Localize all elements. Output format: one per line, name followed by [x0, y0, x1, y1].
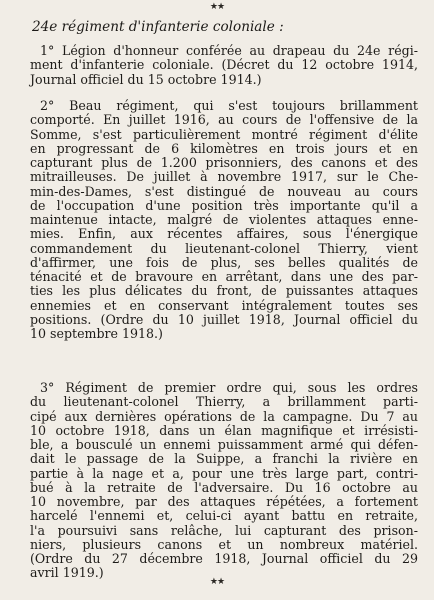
- citation-paragraph-2: [30, 99, 418, 341]
- paragraph-line: comporté. En juillet 1916, au cours de l'offensive de la: [30, 112, 418, 128]
- paragraph-line: partie à la nage et a, pour une très large part, contri-: [30, 465, 418, 481]
- regiment-heading: 24e régiment d'infanterie coloniale :: [32, 19, 284, 35]
- paragraph-line: 10 octobre 1918, dans un élan magnifique et irrésisti-: [30, 422, 418, 438]
- paragraph-line: 10 septembre 1918.): [30, 326, 163, 341]
- paragraph-line: avril 1919.): [30, 565, 104, 581]
- paragraph-line: 2° Beau régiment, qui s'est toujours brillamment: [40, 98, 418, 113]
- paragraph-line: 1° Légion d'honneur conférée au drapeau du 24e régi-: [40, 43, 418, 58]
- paragraph-line: ble, a bousculé un ennemi puissamment armé qui défen-: [30, 437, 418, 452]
- paragraph-line: niers, plusieurs canons et un nombreux matériel.: [30, 536, 418, 552]
- paragraph-line: d'affirmer, une fois de plus, ses belles qualités de: [30, 254, 418, 270]
- bottom-star-ornament: ★★: [209, 577, 225, 587]
- paragraph-line: ties les plus délicates du front, de puissantes attaques: [30, 283, 418, 299]
- paragraph-line: commandement du lieutenant-colonel Thierry, vient: [30, 240, 418, 256]
- paragraph-line: ennemies et en conservant intégralement toutes ses: [30, 297, 418, 313]
- paragraph-line: bué à la retraite de l'adversaire. Du 16 octobre au: [30, 479, 418, 495]
- paragraph-line: harcelé l'ennemi et, celui-ci ayant battu en retraite,: [30, 508, 418, 524]
- paragraph-line: mitrailleuses. De juillet à novembre 1917, sur le Che-: [30, 169, 418, 185]
- citation-paragraph-1: [30, 44, 418, 87]
- paragraph-line: positions. (Ordre du 10 juillet 1918, Journal officiel du: [30, 311, 418, 327]
- paragraph-line: capturant plus de 1.200 prisonniers, des canons et des: [30, 155, 418, 170]
- top-star-ornament: ★★: [209, 2, 225, 12]
- paragraph-line: min-des-Dames, s'est distingué de nouveau au cours: [30, 183, 418, 199]
- paragraph-line: Journal officiel du 15 octobre 1914.): [30, 71, 262, 87]
- paragraph-line: (Ordre du 27 décembre 1918, Journal officiel du 29: [30, 551, 418, 566]
- paragraph-line: maintenue intacte, malgré de violentes attaques enne-: [30, 212, 418, 227]
- paragraph-line: 10 novembre, par des attaques répétées, a fortement: [30, 494, 418, 509]
- paragraph-line: ment d'infanterie coloniale. (Décret du 12 octobre 1914,: [30, 57, 418, 73]
- paragraph-line: de l'occupation d'une position très importante qu'il a: [30, 197, 418, 213]
- citation-paragraph-3: [30, 381, 418, 581]
- paragraph-line: en progressant de 6 kilomètres en trois jours et en: [30, 140, 418, 156]
- paragraph-line: du lieutenant-colonel Thierry, a brillamment parti-: [30, 394, 418, 410]
- paragraph-line: l'a poursuivi sans relâche, lui capturant des prison-: [30, 522, 418, 538]
- paragraph-line: dait le passage de la Suippe, a franchi la rivière en: [30, 451, 418, 467]
- paragraph-line: Somme, s'est particulièrement montré régiment d'élite: [30, 126, 418, 142]
- paragraph-line: cipé aux dernières opérations de la campagne. Du 7 au: [30, 408, 418, 424]
- paragraph-line: mies. Enfin, aux récentes affaires, sous l'énergique: [30, 226, 418, 242]
- paragraph-line: ténacité et de bravoure en arrêtant, dans une des par-: [30, 269, 418, 284]
- paragraph-line: 3° Régiment de premier ordre qui, sous les ordres: [40, 380, 418, 395]
